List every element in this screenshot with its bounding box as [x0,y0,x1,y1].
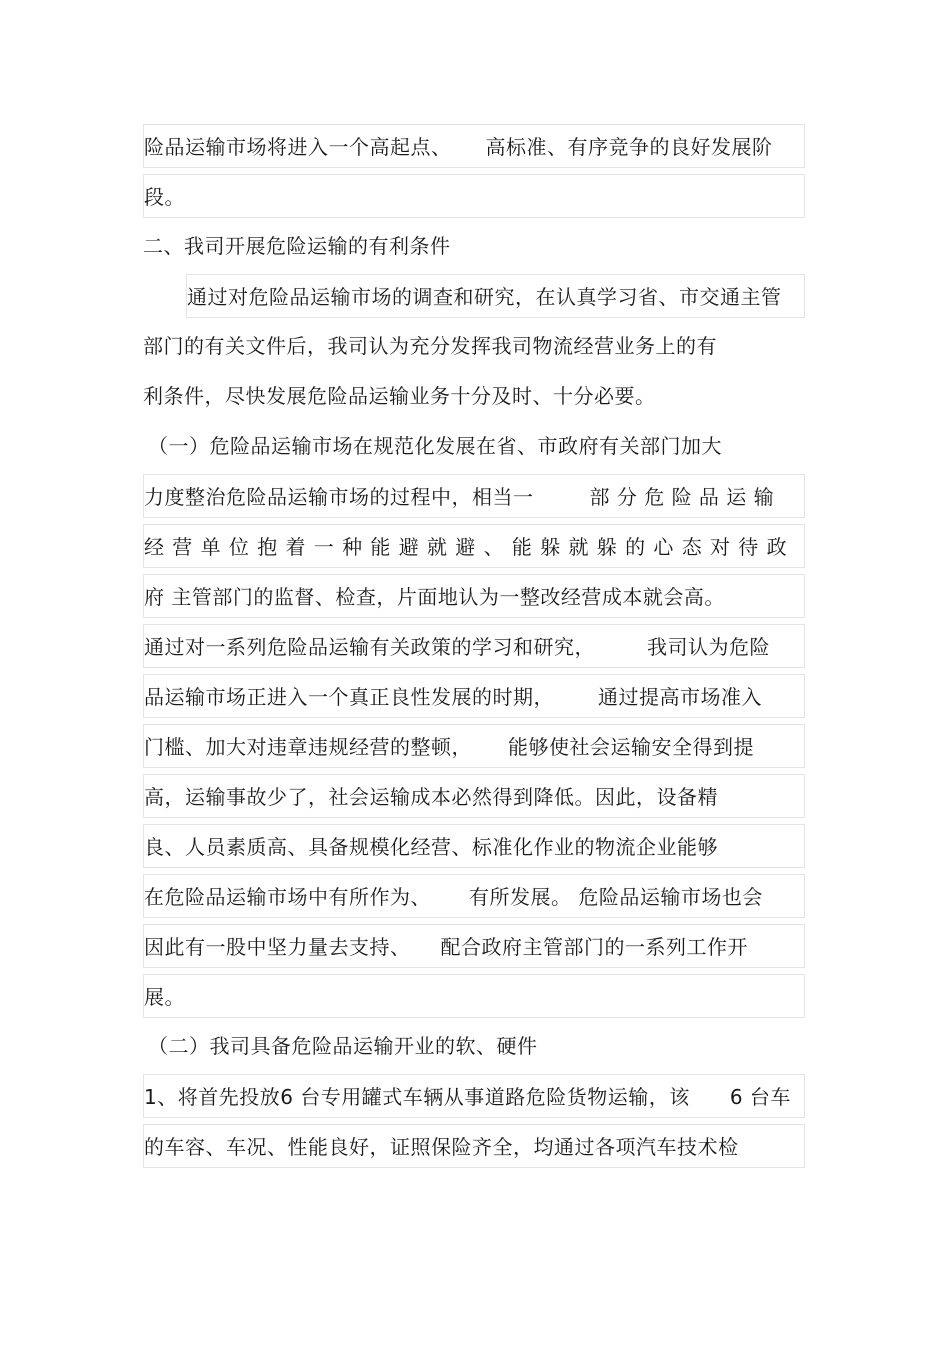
text-line: 高，运输事故少了，社会运输成本必然得到降低。因此，设备精 [143,774,805,818]
text-line: 门槛、加大对违章违规经营的整顿， 能够使社会运输安全得到提 [143,724,805,768]
text-line: 段。 [143,174,805,218]
text-line: 1、将首先投放6 台专用罐式车辆从事道路危险货物运输，该 6 台车 [143,1074,805,1118]
text-line: 经营单位抱着一种能避就避、能躲就躲的心态对待政 [143,524,805,568]
text-line: 在危险品运输市场中有所作为、 有所发展。 危险品运输市场也会 [143,874,805,918]
text-line: 府 主管部门的监督、检查，片面地认为一整改经营成本就会高。 [143,574,805,618]
section-heading: 二、我司开展危险运输的有利条件 [143,234,451,258]
text-line: 的车容、车况、性能良好，证照保险齐全，均通过各项汽车技术检 [143,1124,805,1168]
text-line: 展。 [143,974,805,1018]
text-line: 通过对危险品运输市场的调查和研究，在认真学习省、市交通主管 [186,274,805,318]
text-line: 部门的有关文件后，我司认为充分发挥我司物流经营业务上的有 [143,334,717,358]
subsection-heading: （一）危险品运输市场在规范化发展在省、市政府有关部门加大 [148,434,722,458]
text-line: 通过对一系列危险品运输有关政策的学习和研究， 我司认为危险 [143,624,805,668]
text-line: 良、人员素质高、具备规模化经营、标准化作业的物流企业能够 [143,824,805,868]
subsection-heading: （二）我司具备危险品运输开业的软、硬件 [148,1034,538,1058]
text-line: 利条件，尽快发展危险品运输业务十分及时、十分必要。 [143,384,656,408]
text-line: 品运输市场正进入一个真正良性发展的时期， 通过提高市场准入 [143,674,805,718]
text-line: 力度整治危险品运输市场的过程中，相当一 部 分 危 险 品 运 输 [143,474,805,518]
text-line: 险品运输市场将进入一个高起点、 高标准、有序竞争的良好发展阶 [143,124,805,168]
text-line: 因此有一股中坚力量去支持、 配合政府主管部门的一系列工作开 [143,924,805,968]
